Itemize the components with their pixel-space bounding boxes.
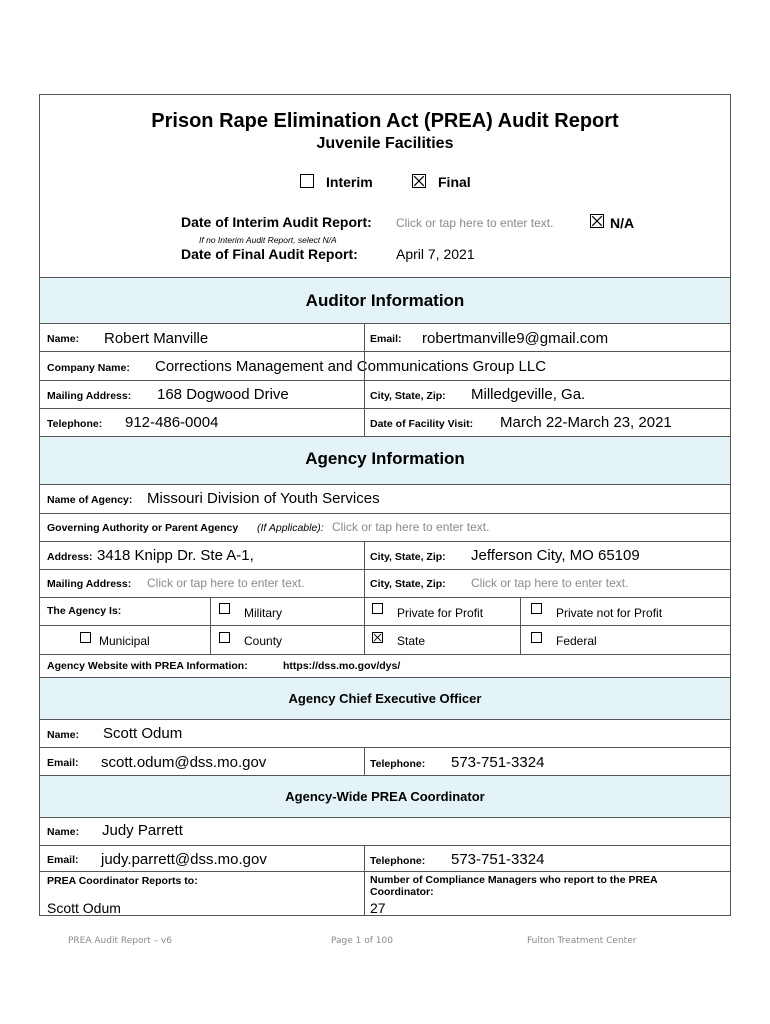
footer-facility: Fulton Treatment Center [527,936,637,946]
type-private-nonprofit-label: Private not for Profit [556,606,663,620]
governing-field[interactable]: Click or tap here to enter text. [332,520,490,534]
agency-address-label: Address: [47,551,93,563]
interim-label: Interim [326,174,373,190]
coordinator-phone[interactable]: 573-751-3324 [451,851,545,868]
na-label: N/A [610,215,635,231]
coordinator-email[interactable]: judy.parrett@dss.mo.gov [101,851,267,868]
type-state-checkbox[interactable] [372,632,383,643]
interim-checkbox[interactable] [300,174,314,188]
na-checkbox[interactable] [590,214,604,228]
managers-label-line2: Coordinator: [370,886,434,898]
interim-date-label: Date of Interim Audit Report: [181,214,372,230]
footer-version: PREA Audit Report – v6 [68,936,172,946]
auditor-name[interactable]: Robert Manville [104,330,209,347]
checked-x-mark [591,215,603,227]
type-municipal-label: Municipal [99,634,150,648]
report-subtitle: Juvenile Facilities [316,135,454,152]
auditor-name-label: Name: [47,333,80,345]
checked-x-mark [373,633,382,642]
type-county-checkbox[interactable] [219,632,230,643]
auditor-mailing[interactable]: 168 Dogwood Drive [157,386,289,403]
ceo-name[interactable]: Scott Odum [103,725,183,742]
auditor-city[interactable]: Milledgeville, Ga. [471,386,586,403]
type-federal-label: Federal [556,634,597,648]
company-label: Company Name: [47,362,130,374]
ceo-phone-label: Telephone: [370,758,426,770]
reports-to[interactable]: Scott Odum [47,900,121,916]
type-private-profit-label: Private for Profit [397,606,484,620]
coordinator-name-label: Name: [47,826,80,838]
coordinator-email-label: Email: [47,854,79,866]
managers-count[interactable]: 27 [370,900,386,916]
type-private-nonprofit-checkbox[interactable] [531,603,542,614]
auditor-phone-label: Telephone: [47,418,103,430]
agency-mailing-label: Mailing Address: [47,578,132,590]
visit-date[interactable]: March 22-March 23, 2021 [500,414,672,431]
ceo-name-label: Name: [47,729,80,741]
agency-website[interactable]: https://dss.mo.gov/dys/ [283,660,401,672]
type-county-label: County [244,634,283,648]
auditor-mailing-label: Mailing Address: [47,390,132,402]
agency-mailing-city-field[interactable]: Click or tap here to enter text. [471,576,629,590]
company-name[interactable]: Corrections Management and Communications Group LLC [155,358,547,375]
agency-name[interactable]: Missouri Division of Youth Services [147,490,380,507]
governing-note: (If Applicable): [257,522,324,534]
type-federal-checkbox[interactable] [531,632,542,643]
agency-address[interactable]: 3418 Knipp Dr. Ste A-1, [97,547,254,564]
type-municipal-checkbox[interactable] [80,632,91,643]
auditor-email[interactable]: robertmanville9@gmail.com [422,330,609,347]
coordinator-heading: Agency-Wide PREA Coordinator [285,789,485,804]
auditor-email-label: Email: [370,333,402,345]
governing-label: Governing Authority or Parent Agency [47,522,239,534]
ceo-email[interactable]: scott.odum@dss.mo.gov [101,754,267,771]
checked-x-mark [413,175,425,187]
ceo-email-label: Email: [47,757,79,769]
coordinator-phone-label: Telephone: [370,855,426,867]
agency-heading: Agency Information [305,449,465,468]
auditor-city-label: City, State, Zip: [370,390,446,402]
agency-city-label: City, State, Zip: [370,551,446,563]
interim-note: If no Interim Audit Report, select N/A [199,235,337,245]
type-military-label: Military [244,606,282,620]
type-military-checkbox[interactable] [219,603,230,614]
footer-page: Page 1 of 100 [331,936,393,946]
agency-mailing-city-label: City, State, Zip: [370,578,446,590]
type-private-profit-checkbox[interactable] [372,603,383,614]
final-label: Final [438,174,471,190]
final-date-label: Date of Final Audit Report: [181,246,358,262]
type-state-label: State [397,634,426,648]
report-title: Prison Rape Elimination Act (PREA) Audit Report [151,110,619,132]
visit-date-label: Date of Facility Visit: [370,418,474,430]
ceo-phone[interactable]: 573-751-3324 [451,754,545,771]
final-checkbox[interactable] [412,174,426,188]
agency-city[interactable]: Jefferson City, MO 65109 [471,547,640,564]
website-label: Agency Website with PREA Information: [47,660,248,672]
auditor-phone[interactable]: 912-486-0004 [125,414,219,431]
agency-type-label: The Agency Is: [47,605,122,617]
managers-label-line1: Number of Compliance Managers who report to the PREA [370,874,658,886]
final-date-value[interactable]: April 7, 2021 [396,246,475,262]
ceo-heading: Agency Chief Executive Officer [288,691,482,706]
coordinator-name[interactable]: Judy Parrett [102,822,183,839]
auditor-heading: Auditor Information [305,291,465,310]
reports-to-label: PREA Coordinator Reports to: [47,875,198,887]
interim-date-field[interactable]: Click or tap here to enter text. [396,216,554,230]
agency-name-label: Name of Agency: [47,494,133,506]
agency-mailing-field[interactable]: Click or tap here to enter text. [147,576,305,590]
